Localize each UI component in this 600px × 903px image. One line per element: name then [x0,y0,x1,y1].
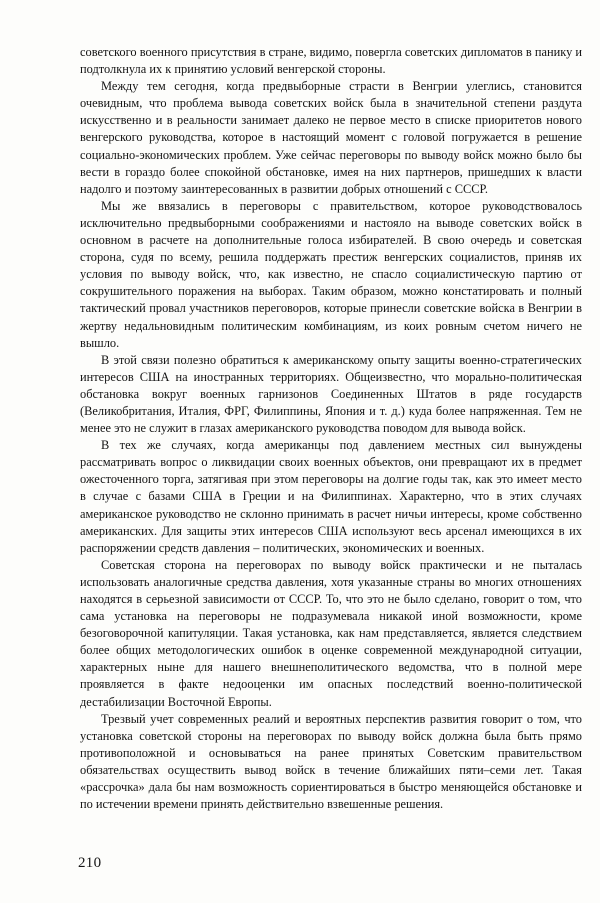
paragraph-5: В тех же случаях, когда американцы под давлением местных сил вынуждены рассматривать вопрос о ликвидации своих военных объектов, они превращают их в предмет ожесточенного торга, затягивая при этом переговоры на долгие годы так, как это имеет место в случае с базами США в Греции и на Филиппинах. Характерно, что в этих случаях американское руководство не склонно принимать в расчет ничьи интересы, кроме собственно американских. Для защиты этих интересов США используют весь арсенал имеющихся в их распоряжении средств давления – политических, экономических и военных. [80,438,582,555]
paragraph-4: В этой связи полезно обратиться к американскому опыту защиты военно-стратегических интересов США на иностранных территориях. Общеизвестно, что морально-политическая обстановка вокруг военных гарнизонов Соединенных Штатов в ряде государств (Великобритания, Италия, ФРГ, Филиппины, Япония и т. д.) куда более напряженная. Тем не менее это не служит в глазах американского руководства поводом для вывода войск. [80,352,582,436]
paragraph-2: Между тем сегодня, когда предвыборные страсти в Венгрии улеглись, становится очевидным, что проблема вывода советских войск была в значительной степени раздута искусственно и в реальности занимает далеко не первое место в списке приоритетов нового венгерского руководства, которое в настоящий момент с головой погружается в решение социально-экономических проблем. Уже сейчас переговоры по выводу войск можно было бы вести в гораздо более спокойной обстановке, имея на них партнеров, пришедших к власти надолго и поэтому заинтересованных в развитии добрых отношений с СССР. [80,79,582,196]
page-number: 210 [78,855,102,871]
body-text [80,44,582,813]
paragraph-6: Советская сторона на переговорах по выводу войск практически и не пыталась использовать аналогичные средства давления, хотя указанные страны во многих отношениях находятся в серьезной зависимости от СССР. То, что это не было сделано, говорит о том, что сама установка на переговоры не подразумевала никакой иной возможности, кроме безоговорочной капитуляции. Такая установка, как нам представляется, является следствием более общих методологических ошибок в оценке современной международной ситуации, характерных ныне для нашего внешнеполитического ведомства, что в полной мере проявляется в факте недооценки им опасных последствий военно-политической дестабилизации Восточной Европы. [80,557,582,709]
paragraph-3: Мы же ввязались в переговоры с правительством, которое руководствовалось исключительно предвыборными соображениями и настояло на выводе советских войск в основном в расчете на дополнительные голоса избирателей. В свою очередь и советская сторона, судя по всему, решила поддержать престиж венгерских социалистов, приняв их условия по выводу войск, что, как известно, не спасло социалистическую партию от сокрушительного поражения на выборах. Таким образом, можно констатировать и полный тактический провал участников переговоров, которые принесли советские войска в Венгрии в жертву недальновидным политическим комбинациям, из коих ровным счетом ничего не вышло. [80,198,582,350]
paragraph-7: Трезвый учет современных реалий и вероятных перспектив развития говорит о том, что установка советской стороны на переговорах по выводу войск должна была быть прямо противоположной и основываться на ранее принятых Советским правительством обязательствах осуществить вывод войск в течение ближайших пяти–семи лет. Такая «рассрочка» дала бы нам возможность сориентироваться в быстро меняющейся обстановке и по истечении времени принять действительно взвешенные решения. [80,711,582,812]
paragraph-1: советского военного присутствия в стране, видимо, повергла советских дипломатов в панику и подтолкнула их к принятию условий венгерской стороны. [80,45,582,77]
